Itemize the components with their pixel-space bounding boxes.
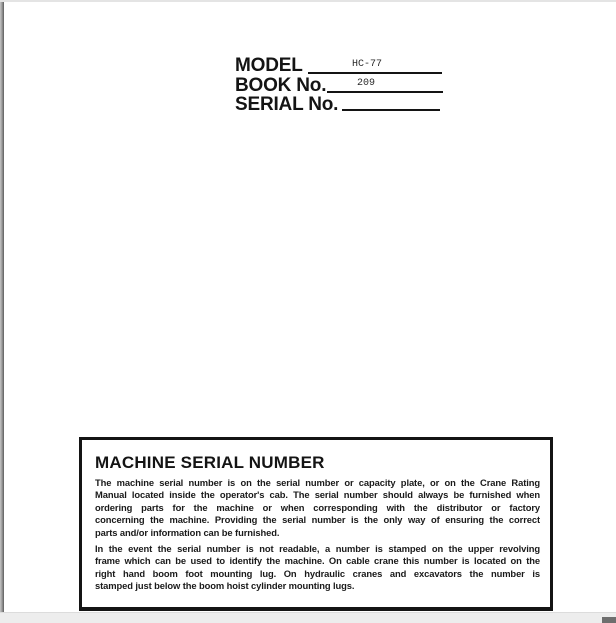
text-line: right hand boom foot mounting lug. On hydraulic cranes and excavators the number is: [95, 567, 540, 579]
book-no-label: BOOK No.: [235, 75, 327, 96]
text-line: stamped just below the boom hoist cylinder mounting lugs.: [95, 580, 355, 592]
model-label: MODEL: [235, 55, 303, 76]
text-line: frame which can be used to identify the machine. On cable crane this number is located on the: [95, 555, 540, 567]
scan-artifact-mark: [602, 617, 616, 623]
machine-serial-number-box: [79, 437, 553, 611]
model-value: HC-77: [352, 59, 383, 70]
serial-number-paragraph-2: [95, 543, 540, 593]
serial-no-blank-line: [342, 109, 440, 111]
scan-edge-left: [0, 0, 4, 612]
scan-edge-top: [0, 0, 616, 2]
text-line: parts and/or information can be furnished.: [95, 526, 280, 538]
text-line: concerning the machine. Providing the serial number is the only way of ensuring the correct: [95, 514, 540, 526]
book-no-blank-line: [327, 91, 443, 93]
scan-strip-bottom: [0, 612, 616, 623]
text-line: In the event the serial number is not readable, a number is stamped on the upper revolving: [95, 543, 540, 555]
book-no-value: 209: [357, 78, 376, 89]
model-blank-line: [308, 72, 442, 74]
text-line: ordering parts for the machine or when corresponding with the distributor or factory: [95, 501, 540, 513]
serial-no-label: SERIAL No.: [235, 94, 339, 115]
serial-number-paragraph-1: [95, 477, 540, 539]
serial-box-heading: MACHINE SERIAL NUMBER: [95, 453, 325, 472]
model-info-block: [235, 56, 447, 118]
text-line: Manual located inside the operator's cab. The serial number should always be furnished when: [95, 489, 540, 501]
text-line: The machine serial number is on the serial number or capacity plate, or on the Crane Rating: [95, 477, 540, 488]
